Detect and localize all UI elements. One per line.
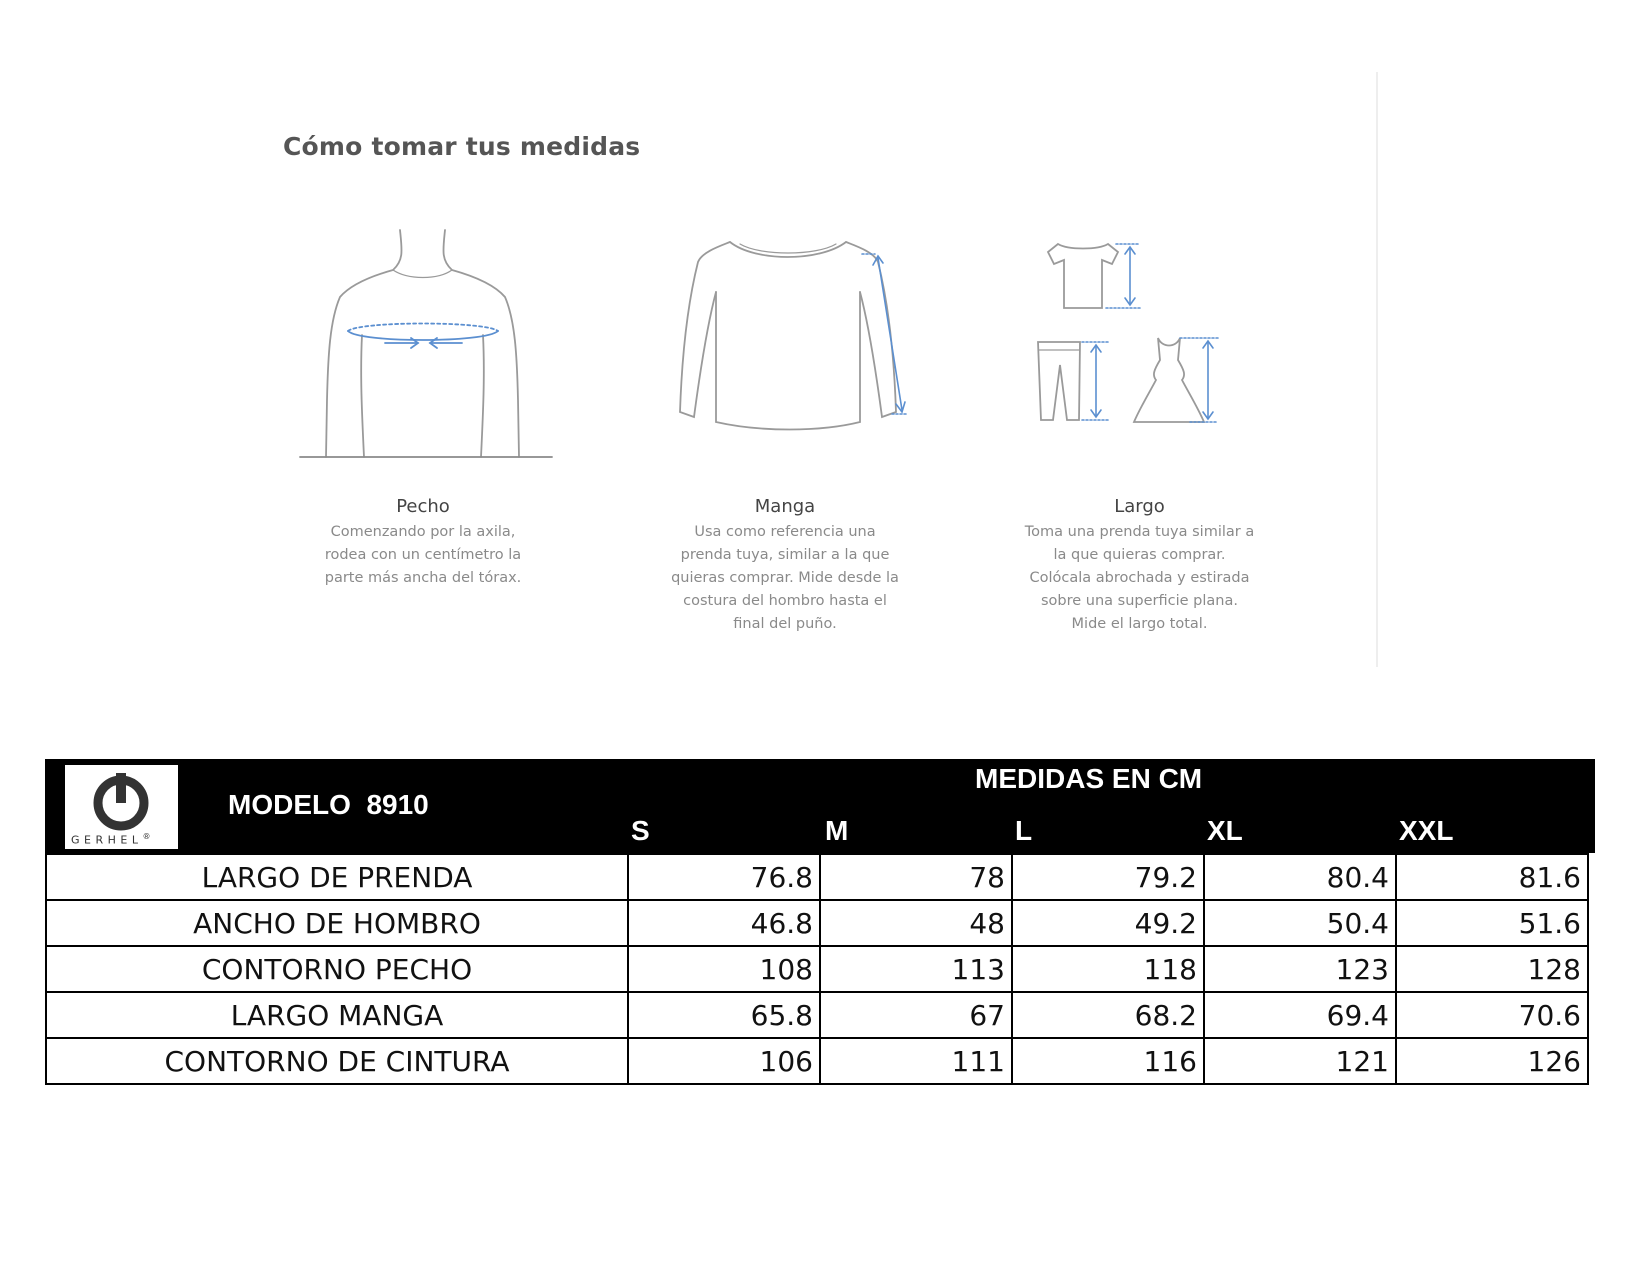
cell-value: 106 [628, 1038, 820, 1084]
size-header: L [1015, 815, 1033, 846]
brand-name: GERHEL® [71, 832, 151, 847]
cell-value: 118 [1012, 946, 1204, 992]
length-caption [997, 496, 1282, 636]
vertical-divider [1376, 72, 1378, 667]
chest-caption [283, 496, 563, 590]
cell-value: 69.4 [1204, 992, 1396, 1038]
brand-logo [65, 765, 178, 849]
guide-title: Cómo tomar tus medidas [283, 132, 641, 161]
table-header [45, 759, 1595, 853]
sleeve-caption-line: prenda tuya, similar a la que [680, 547, 890, 563]
row-label: ANCHO DE HOMBRO [46, 900, 628, 946]
sleeve-figure [670, 232, 910, 442]
cell-value: 116 [1012, 1038, 1204, 1084]
cell-value: 123 [1204, 946, 1396, 992]
cell-value: 126 [1396, 1038, 1588, 1084]
chest-caption-title: Pecho [396, 496, 450, 517]
cell-value: 70.6 [1396, 992, 1588, 1038]
cell-value: 48 [820, 900, 1012, 946]
cell-value: 76.8 [628, 854, 820, 900]
size-header: S [631, 815, 650, 846]
row-label: CONTORNO PECHO [46, 946, 628, 992]
cell-value: 113 [820, 946, 1012, 992]
chest-figure [290, 225, 560, 465]
length-caption-line: Colócala abrochada y estirada [1029, 570, 1250, 586]
sleeve-caption-line: quieras comprar. Mide desde la [671, 570, 899, 586]
cell-value: 67 [820, 992, 1012, 1038]
table-row [46, 854, 1588, 900]
sleeve-caption-title: Manga [754, 496, 816, 517]
chest-caption-line: Comenzando por la axila, [330, 524, 516, 540]
model-title: MODELO 8910 [228, 789, 429, 820]
table-row [46, 1038, 1588, 1084]
row-label: LARGO DE PRENDA [46, 854, 628, 900]
size-table [45, 853, 1589, 1085]
sleeve-caption-line: costura del hombro hasta el [683, 593, 887, 609]
cell-value: 51.6 [1396, 900, 1588, 946]
size-header: XXL [1399, 815, 1454, 846]
length-caption-line: la que quieras comprar. [1053, 547, 1226, 563]
cell-value: 46.8 [628, 900, 820, 946]
cell-value: 78 [820, 854, 1012, 900]
cell-value: 111 [820, 1038, 1012, 1084]
length-caption-line: Toma una prenda tuya similar a [1024, 524, 1255, 540]
length-figure [1030, 230, 1250, 430]
units-label: MEDIDAS EN CM [975, 763, 1203, 794]
table-row [46, 900, 1588, 946]
size-header: M [825, 815, 849, 846]
length-caption-line: sobre una superficie plana. [1041, 593, 1238, 609]
sleeve-caption-line: Usa como referencia una [694, 524, 876, 540]
row-label: CONTORNO DE CINTURA [46, 1038, 628, 1084]
cell-value: 128 [1396, 946, 1588, 992]
table-row [46, 946, 1588, 992]
cell-value: 50.4 [1204, 900, 1396, 946]
sleeve-caption-line: final del puño. [733, 616, 837, 632]
chest-caption-line: rodea con un centímetro la [324, 547, 522, 563]
cell-value: 121 [1204, 1038, 1396, 1084]
cell-value: 80.4 [1204, 854, 1396, 900]
sleeve-caption [640, 496, 930, 636]
cell-value: 65.8 [628, 992, 820, 1038]
cell-value: 81.6 [1396, 854, 1588, 900]
row-label: LARGO MANGA [46, 992, 628, 1038]
cell-value: 79.2 [1012, 854, 1204, 900]
cell-value: 68.2 [1012, 992, 1204, 1038]
length-caption-line: Mide el largo total. [1071, 616, 1208, 632]
table-row [46, 992, 1588, 1038]
cell-value: 108 [628, 946, 820, 992]
chest-caption-line: parte más ancha del tórax. [324, 570, 522, 586]
cell-value: 49.2 [1012, 900, 1204, 946]
size-header: XL [1207, 815, 1243, 846]
length-caption-title: Largo [1114, 496, 1165, 517]
